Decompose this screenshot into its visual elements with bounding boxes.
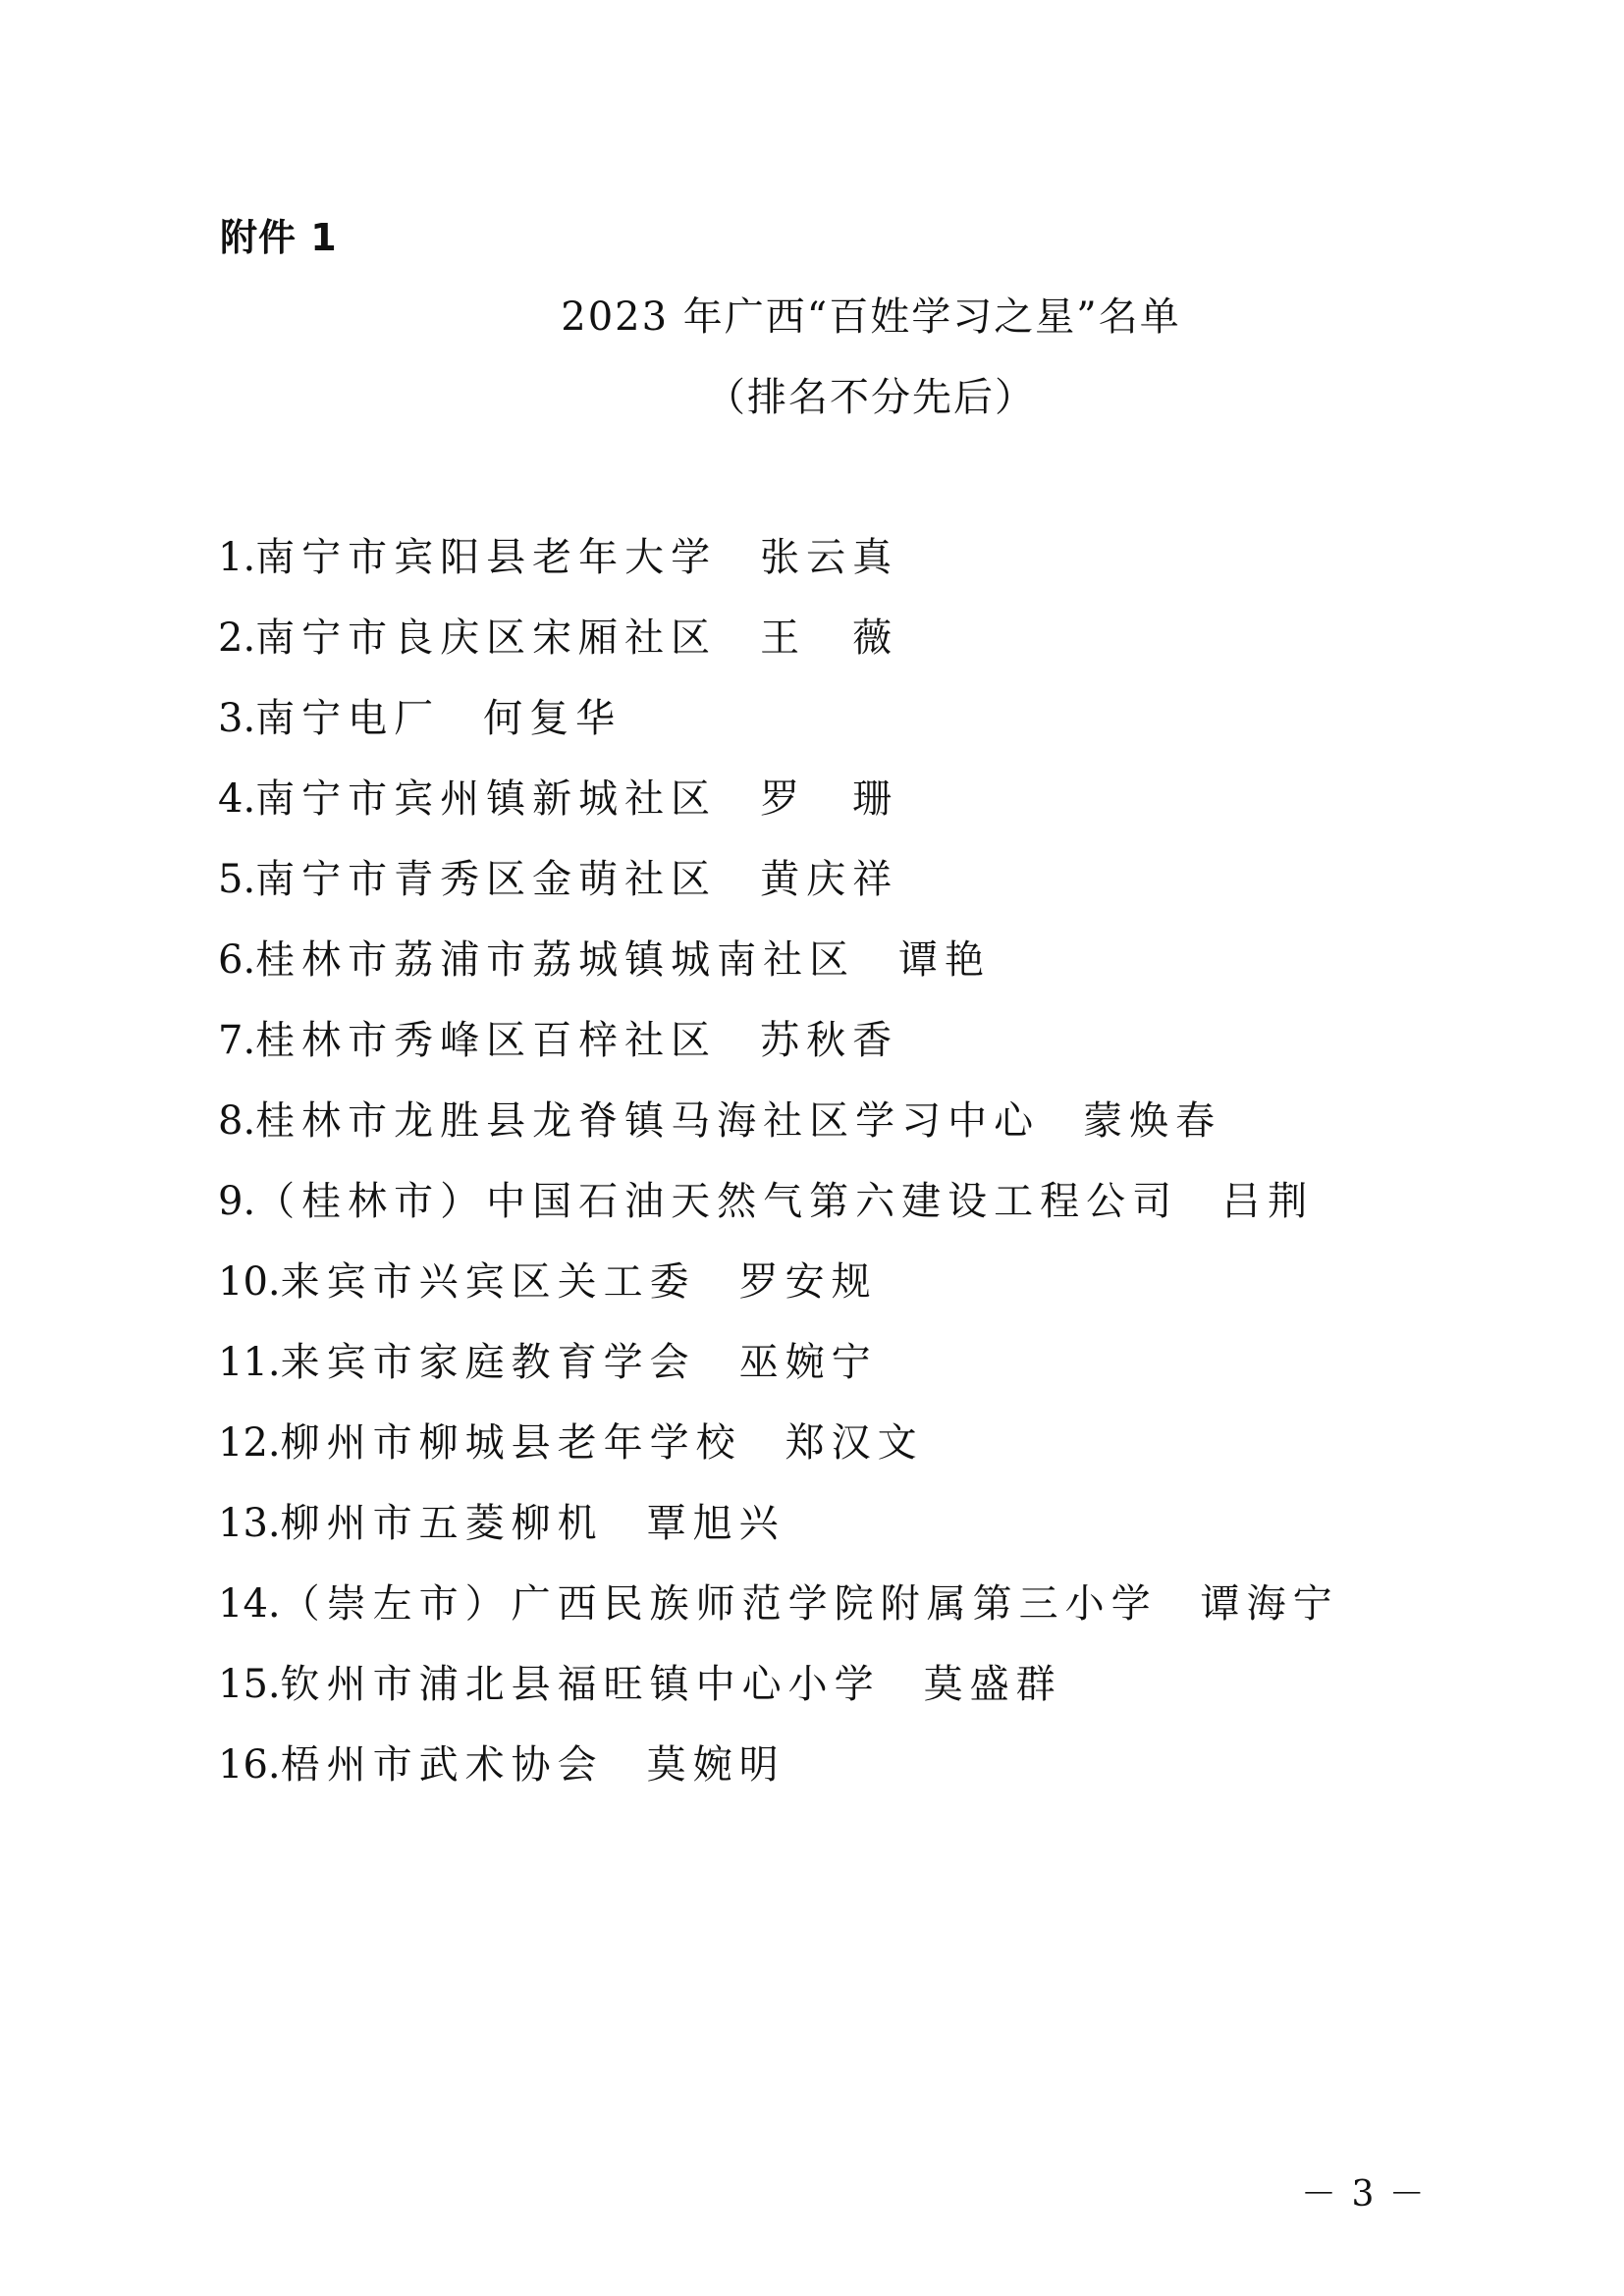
entry-number: 3. xyxy=(218,696,256,741)
entry-number: 15. xyxy=(218,1662,281,1707)
list-item xyxy=(218,1735,1339,1816)
list-item xyxy=(218,1011,1339,1092)
list-item xyxy=(218,1655,1339,1735)
page-number: － 3 － xyxy=(1301,2174,1427,2215)
entry-number: 9. xyxy=(218,1179,256,1224)
entry-organization: 柳州市五菱柳机 xyxy=(280,1501,604,1546)
list-item xyxy=(218,931,1339,1011)
attachment-label: 附件 1 xyxy=(220,216,338,259)
list-item xyxy=(218,1333,1339,1414)
entry-organization: 南宁市青秀区金萌社区 xyxy=(255,857,718,902)
entry-person-name: 谭海宁 xyxy=(1200,1581,1339,1627)
entry-organization: 南宁市宾州镇新城社区 xyxy=(255,776,718,822)
entry-organization: 梧州市武术协会 xyxy=(280,1742,604,1788)
entry-number: 10. xyxy=(218,1259,281,1305)
list-item xyxy=(218,689,1339,770)
entry-person-name: 巫婉宁 xyxy=(738,1340,878,1385)
entry-number: 4. xyxy=(218,776,256,822)
list-item xyxy=(218,1575,1339,1655)
entry-number: 7. xyxy=(218,1018,256,1063)
entry-organization: 桂林市龙胜县龙脊镇马海社区学习中心 xyxy=(255,1098,1041,1144)
entry-organization: 南宁市良庆区宋厢社区 xyxy=(255,615,718,661)
document-title: 2023 年广西“百姓学习之星”名单 xyxy=(561,294,1181,340)
entry-organization: 南宁市宾阳县老年大学 xyxy=(255,535,718,580)
list-item xyxy=(218,1172,1339,1253)
entry-person-name: 王 薇 xyxy=(760,615,899,661)
list-item xyxy=(218,1253,1339,1333)
document-subtitle: （排名不分先后） xyxy=(706,375,1036,420)
entry-number: 5. xyxy=(218,857,256,902)
entry-organization: （桂林市）中国石油天然气第六建设工程公司 xyxy=(255,1179,1179,1224)
entry-person-name: 苏秋香 xyxy=(760,1018,899,1063)
entry-person-name: 罗安规 xyxy=(738,1259,878,1305)
entry-person-name: 吕荆 xyxy=(1221,1179,1315,1224)
entry-person-name: 谭艳 xyxy=(898,937,992,983)
entry-person-name: 莫婉明 xyxy=(646,1742,785,1788)
list-item xyxy=(218,1494,1339,1575)
entry-number: 2. xyxy=(218,615,256,661)
entry-organization: （崇左市）广西民族师范学院附属第三小学 xyxy=(280,1581,1158,1627)
entry-person-name: 蒙焕春 xyxy=(1083,1098,1222,1144)
honoree-list xyxy=(218,528,1339,1816)
entry-organization: 桂林市秀峰区百梓社区 xyxy=(255,1018,718,1063)
entry-number: 1. xyxy=(218,535,256,580)
entry-number: 14. xyxy=(218,1581,281,1627)
list-item xyxy=(218,850,1339,931)
entry-organization: 来宾市兴宾区关工委 xyxy=(280,1259,696,1305)
list-item xyxy=(218,609,1339,689)
entry-person-name: 罗 珊 xyxy=(760,776,899,822)
entry-organization: 柳州市柳城县老年学校 xyxy=(280,1420,742,1466)
entry-number: 13. xyxy=(218,1501,281,1546)
list-item xyxy=(218,770,1339,850)
entry-person-name: 黄庆祥 xyxy=(760,857,899,902)
entry-person-name: 郑汉文 xyxy=(785,1420,924,1466)
entry-person-name: 何复华 xyxy=(483,696,623,741)
entry-person-name: 莫盛群 xyxy=(923,1662,1062,1707)
list-item xyxy=(218,1414,1339,1494)
entry-organization: 南宁电厂 xyxy=(255,696,441,741)
list-item xyxy=(218,528,1339,609)
entry-number: 16. xyxy=(218,1742,281,1788)
entry-organization: 来宾市家庭教育学会 xyxy=(280,1340,696,1385)
entry-organization: 钦州市浦北县福旺镇中心小学 xyxy=(280,1662,881,1707)
entry-number: 6. xyxy=(218,937,256,983)
entry-number: 8. xyxy=(218,1098,256,1144)
entry-person-name: 张云真 xyxy=(760,535,899,580)
entry-number: 11. xyxy=(218,1340,281,1385)
list-item xyxy=(218,1092,1339,1172)
entry-person-name: 覃旭兴 xyxy=(646,1501,785,1546)
entry-organization: 桂林市荔浦市荔城镇城南社区 xyxy=(255,937,856,983)
entry-number: 12. xyxy=(218,1420,281,1466)
